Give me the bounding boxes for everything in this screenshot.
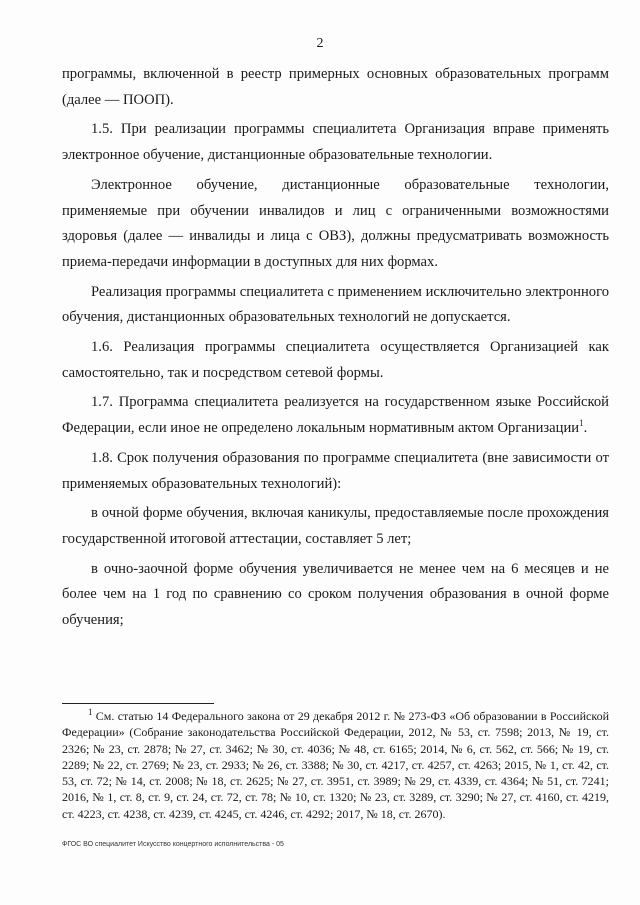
paragraph-full-time: в очной форме обучения, включая каникулы, предоставляемые после прохождения государственной итоговой аттестации, составляет 5 лет;: [62, 505, 609, 547]
paragraph-e-learning-disabled: Электронное обучение, дистанционные образовательные технологии, применяемые при обучении инвалидов и лиц с ограниченными возможностями здоровья (далее — инвалиды и лица с ОВЗ), должны предусматривать возможность приема-передачи информации в доступных для них формах.: [62, 176, 609, 270]
footnote: [62, 708, 609, 822]
document-body: [62, 62, 609, 634]
page-footer: ФГОС ВО специалитет Искусство концертного исполнительства - 05: [62, 841, 284, 848]
footnote-divider: [62, 703, 214, 704]
footnote-reference: 1: [579, 418, 584, 429]
paragraph-1-8: 1.8. Срок получения образования по программе специалитета (вне зависимости от применяемых образовательных технологий):: [62, 449, 609, 492]
page-number: 2: [316, 36, 324, 51]
footnote-marker: 1: [88, 707, 93, 717]
paragraph-exclusive-e-learning: Реализация программы специалитета с применением исключительно электронного обучения, дистанционных образовательных технологий не допускается.: [62, 283, 609, 326]
paragraph-1-7-text: 1.7. Программа специалитета реализуется на государственном языке Российской Федерации, если иное не определено локальным нормативным актом Организации: [62, 394, 609, 437]
paragraph-poop-continuation: программы, включенной в реестр примерных основных образовательных программ (далее — ПООП).: [62, 66, 609, 108]
footnote-text: См. статью 14 Федерального закона от 29 декабря 2012 г. № 273-ФЗ «Об образовании в Российской Федерации» (Собрание законодательства Российской Федерации, 2012, № 53, ст. 7598; 2013, № 19, ст. 2326; № 23, ст. 2878; № 27, ст. 3462; № 30, ст. 4036; № 48, ст. 6165; 2014, № 6, ст. 562, ст. 566; № 19, ст. 2289; № 22, ст. 2769; № 23, ст. 2933; № 26, ст. 3388; № 30, ст. 4217, ст. 4257, ст. 4263; 2015, № 1, ст. 42, ст. 53, ст. 72; № 14, ст. 2008; № 18, ст. 2625; № 27, ст. 3951, ст. 3989; № 29, ст. 4339, ст. 4364; № 51, ст. 7241; 2016, № 1, ст. 8, ст. 9, ст. 24, ст. 72, ст. 78; № 10, ст. 1320; № 23, ст. 3289, ст. 3290; № 27, ст. 4160, ст. 4219, ст. 4223, ст. 4238, ст. 4239, ст. 4245, ст. 4246, ст. 4292; 2017, № 18, ст. 2670).: [62, 709, 609, 821]
paragraph-part-time: в очно-заочной форме обучения увеличивается не менее чем на 6 месяцев и не более чем на 1 год по сравнению со сроком получения образования в очной форме обучения;: [62, 560, 609, 629]
paragraph-1-7: 1.7. Программа специалитета реализуется на государственном языке Российской Федерации, если иное не определено локальным нормативным актом Организации$^1$.: [62, 394, 609, 437]
paragraph-1-6: 1.6. Реализация программы специалитета осуществляется Организацией как самостоятельно, так и посредством сетевой формы.: [62, 339, 609, 381]
paragraph-1-5: 1.5. При реализации программы специалитета Организация вправе применять электронное обучение, дистанционные образовательные технологии.: [62, 121, 609, 164]
